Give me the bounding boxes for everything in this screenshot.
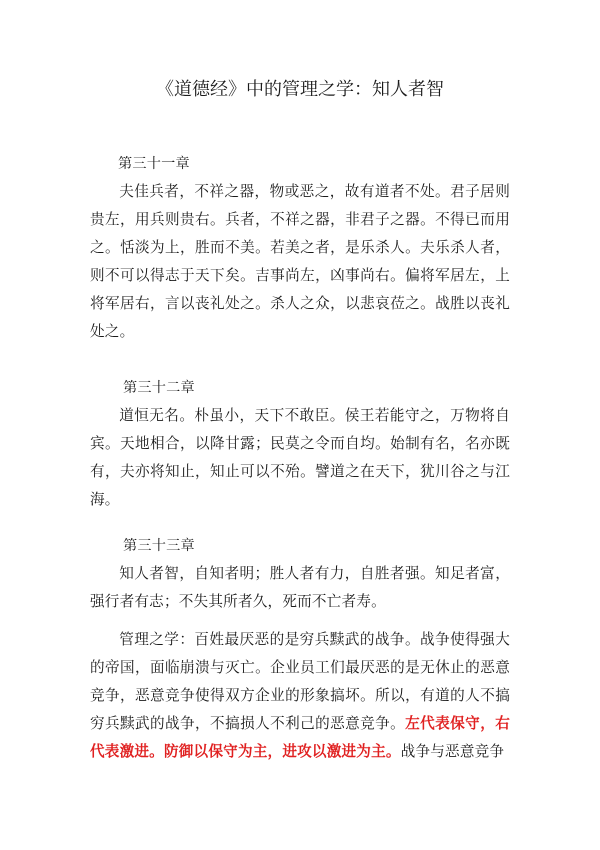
chapter-33 [90, 532, 510, 616]
chapter-heading: 第三十二章 [123, 380, 195, 396]
chapter-heading: 第三十一章 [118, 156, 190, 172]
chapter-heading: 第三十三章 [123, 538, 195, 554]
commentary-text-after: 战争与恶意竞争 [400, 743, 505, 760]
commentary-highlight: 左代表保守，右代表激进。防御以保守为主，进攻以激进为主。 [90, 715, 510, 760]
commentary [90, 626, 510, 766]
chapter-text: 知人者智，自知者明；胜人者有力，自胜者强。知足者富，强行者有志；不失其所者久，死而不亡者寿。 [90, 565, 510, 610]
commentary-text [90, 626, 510, 766]
chapter-text: 道恒无名。朴虽小，天下不敢臣。侯王若能守之，万物将自宾。天地相合，以降甘露；民莫之令而自均。始制有名，名亦既有，夫亦将知止，知止可以不殆。譬道之在天下，犹川谷之与江海。 [90, 407, 510, 508]
chapter-32 [90, 374, 510, 514]
document-title: 《道德经》中的管理之学：知人者智 [156, 79, 444, 100]
chapter-text: 夫佳兵者，不祥之器，物或恶之，故有道者不处。君子居则贵左，用兵则贵右。兵者，不祥之器，非君子之器。不得已而用之。恬淡为上，胜而不美。若美之者，是乐杀人。夫乐杀人者，则不可以得志于天下矣。吉事尚左，凶事尚右。偏将军居左，上将军居右，言以丧礼处之。杀人之众，以悲哀莅之。战胜以丧礼处之。 [90, 183, 510, 340]
chapter-31 [90, 150, 510, 346]
commentary-text-before: 管理之学：百姓最厌恶的是穷兵黩武的战争。战争使得强大的帝国，面临崩溃与灭亡。企业员工们最厌恶的是无休止的恶意竞争，恶意竞争使得双方企业的形象搞坏。所以，有道的人不搞穷兵黩武的战争，不搞损人不利己的恶意竞争。 [90, 631, 510, 732]
